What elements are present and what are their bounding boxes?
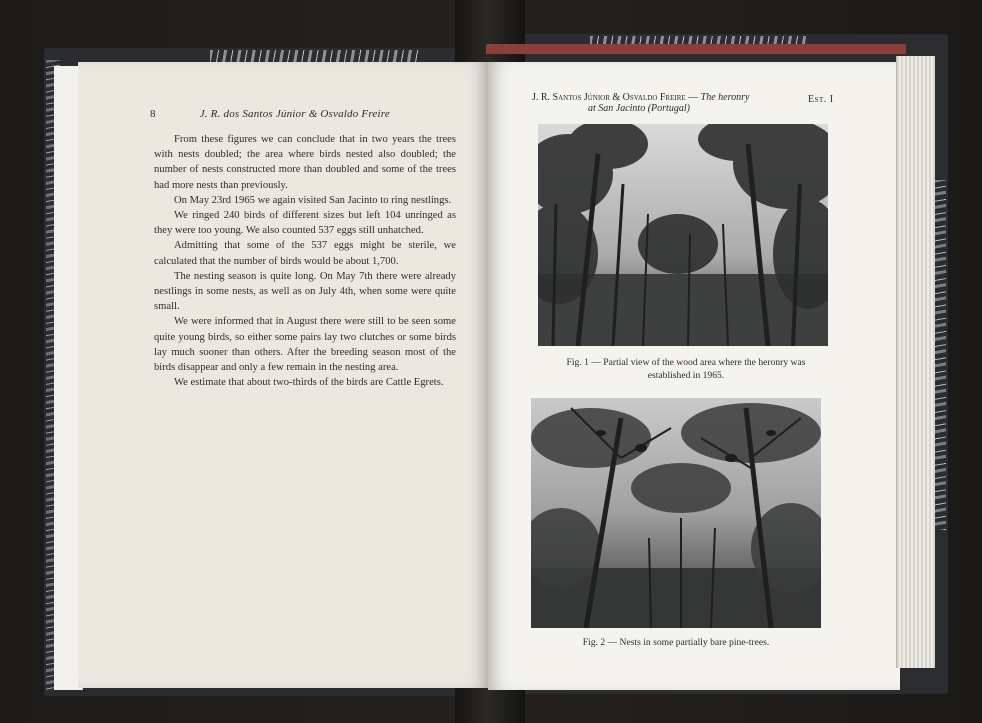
left-body-text: [154, 132, 456, 390]
paragraph: The nesting season is quite long. On May 7th there were already nestlings in some nests, as well as on July 4th, when some were quite small.: [154, 270, 456, 313]
running-head-authors: J. R. Santos Júnior & Osvaldo Freire —: [532, 92, 699, 103]
figure-2-caption: Fig. 2 — Nests in some partially bare pine-trees.: [582, 637, 770, 648]
page-number: 8: [150, 108, 156, 120]
paragraph: We ringed 240 birds of different sizes but left 104 unringed as they were too young. We also counted 537 eggs still unhatched.: [154, 210, 456, 237]
right-page-stack: [896, 56, 935, 668]
paragraph: We estimate that about two-thirds of the birds are Cattle Egrets.: [174, 377, 444, 389]
pine-forest-photo: [538, 124, 828, 346]
paragraph: From these figures we can conclude that in two years the trees with nests doubled; the area where birds nested also doubled; the number of nests constructed more than doubled and some of the trees had more nests than previously.: [154, 134, 456, 191]
plate-label: Est. I: [808, 94, 834, 105]
running-head-title: The heronry: [700, 92, 750, 103]
left-running-head: [150, 108, 450, 120]
paragraph: We were informed that in August there were still to be seen some quite young birds, so either some pairs lay two clutches or some birds lay much sooner than others. After the breeding season most of the birds disappear and only a few remain in the nesting area.: [154, 316, 456, 374]
right-running-head: [532, 92, 812, 114]
running-head-subtitle: at San Jacinto (Portugal): [588, 103, 690, 114]
pine-nests-photo: [531, 398, 821, 628]
red-page-edge: [486, 44, 906, 54]
running-head-authors: J. R. dos Santos Júnior & Osvaldo Freire: [199, 108, 390, 120]
figure-1-caption: Fig. 1 — Partial view of the wood area where the heronry was established in 1965.: [566, 357, 806, 381]
paragraph: Admitting that some of the 537 eggs might be sterile, we calculated that the number of birds would be about 1,700.: [154, 240, 456, 267]
paragraph: On May 23rd 1965 we again visited San Jacinto to ring nestlings.: [174, 194, 452, 206]
